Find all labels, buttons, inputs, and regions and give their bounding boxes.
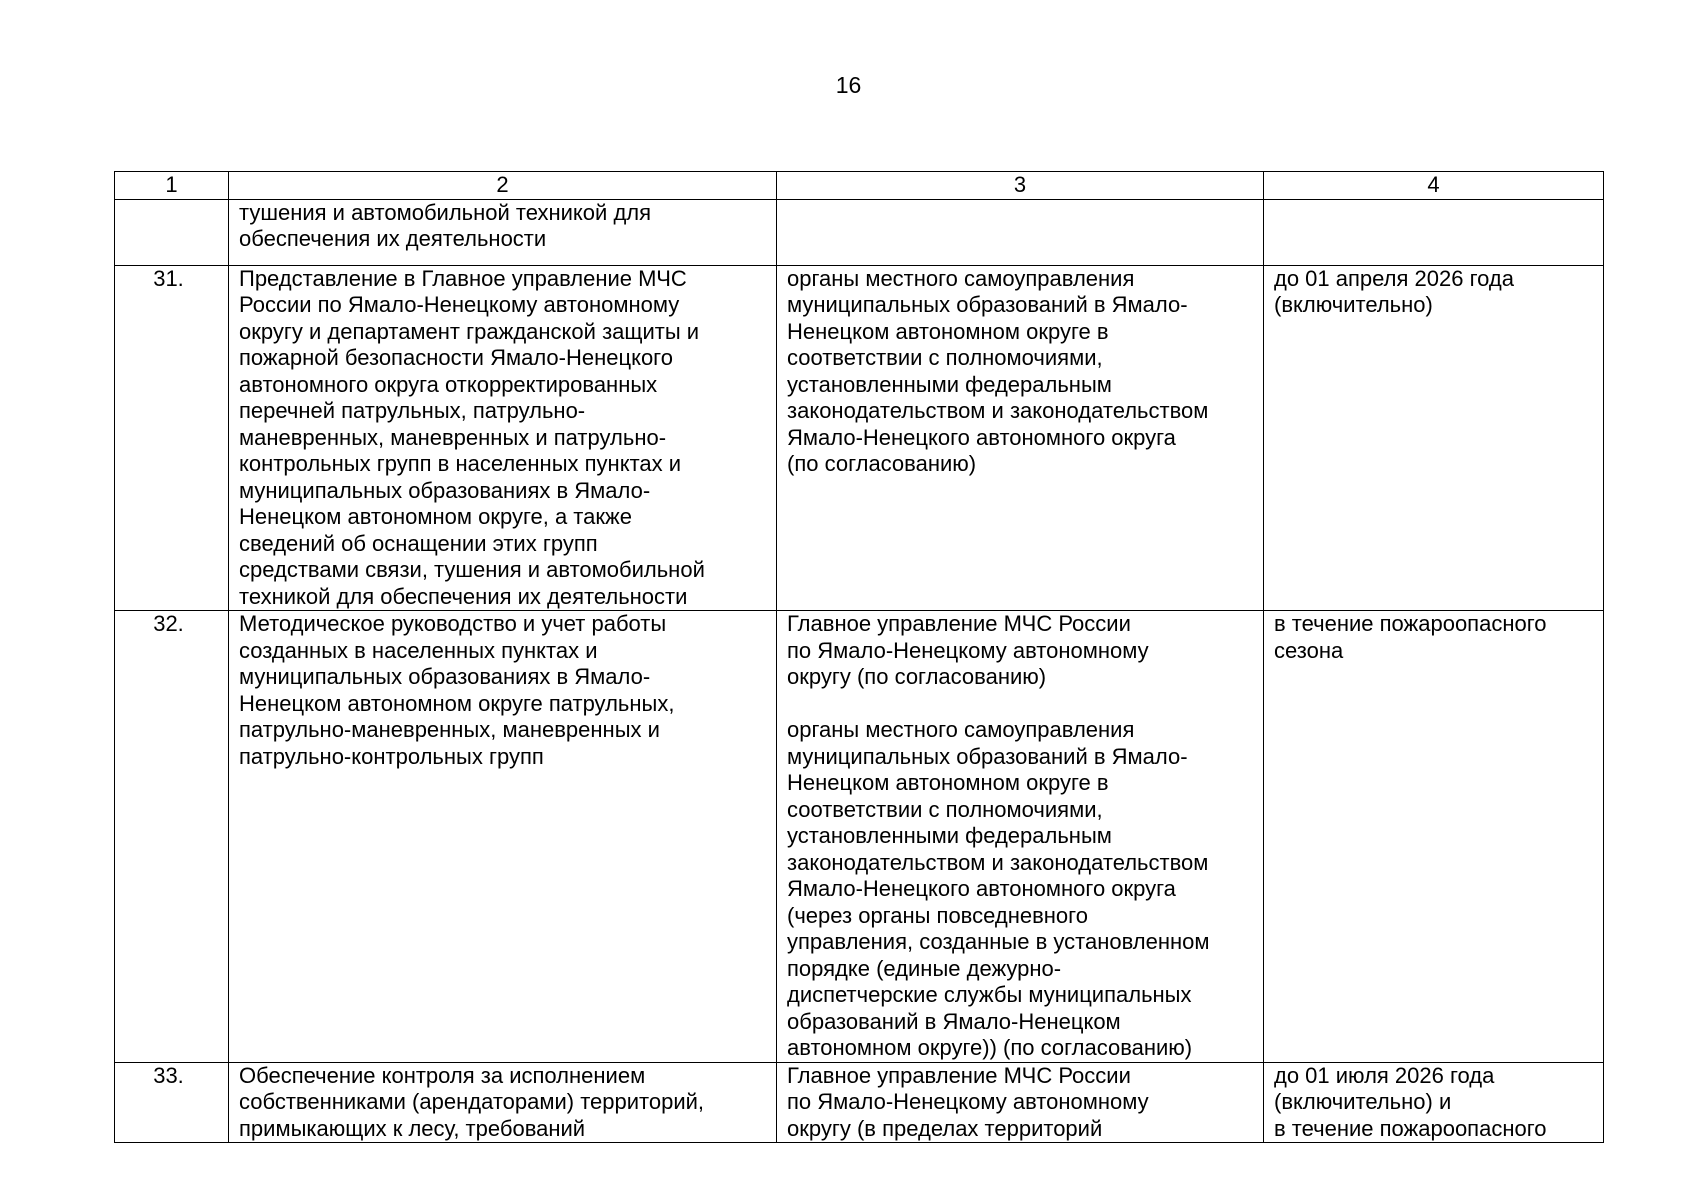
row-number: 31. bbox=[115, 265, 229, 611]
responsible-text: органы местного самоуправления муниципальных образований в Ямало- Ненецком автономном округе в соответствии с полномочиями, установленными федеральным законодательством и законодательством Ямало-Ненецкого автономного округа (через органы повседневного управления, созданные в установленном порядке (единые дежурно- диспетчерские службы муниципальных образований в Ямало-Ненецком автономном округе)) (по согласованию) bbox=[787, 717, 1210, 1060]
measures-table bbox=[114, 171, 1604, 1143]
activity-cell bbox=[229, 1062, 777, 1143]
activity-text: тушения и автомобильной техникой для обеспечения их деятельности bbox=[239, 199, 652, 251]
responsible-text: органы местного самоуправления муниципальных образований в Ямало- Ненецком автономном округе в соответствии с полномочиями, установленными федеральным законодательством и законодательством Ямало-Ненецкого автономного округа (по согласованию) bbox=[787, 265, 1209, 476]
row-number bbox=[115, 199, 229, 265]
activity-cell bbox=[229, 199, 777, 265]
deadline-cell bbox=[1264, 199, 1604, 265]
deadline-text: в течение пожароопасного сезона bbox=[1274, 611, 1547, 663]
table-row-32 bbox=[115, 611, 1604, 1063]
deadline-text: до 01 апреля 2026 года (включительно) bbox=[1274, 265, 1514, 317]
deadline-cell bbox=[1264, 265, 1604, 611]
responsible-cell bbox=[777, 611, 1264, 1063]
row-number: 32. bbox=[115, 611, 229, 1063]
table-header-row bbox=[115, 172, 1604, 200]
responsible-cell bbox=[777, 1062, 1264, 1143]
responsible-cell bbox=[777, 199, 1264, 265]
activity-text: Обеспечение контроля за исполнением собственниками (арендаторами) территорий, примыкающих к лесу, требований bbox=[239, 1062, 705, 1141]
column-header-1: 1 bbox=[115, 172, 229, 200]
deadline-cell bbox=[1264, 611, 1604, 1063]
activity-text: Представление в Главное управление МЧС России по Ямало-Ненецкому автономному округу и департамент гражданской защиты и пожарной безопасности Ямало-Ненецкого автономного округа откорректированных перечней патрульных, патрульно- маневренных, маневренных и патрульно- контрольных групп в населенных пунктах и муниципальных образованиях в Ямало- Ненецком автономном округе, а также сведений об оснащении этих групп средствами связи, тушения и автомобильной техникой для обеспечения их деятельности bbox=[239, 265, 705, 609]
column-header-4: 4 bbox=[1264, 172, 1604, 200]
activity-cell bbox=[229, 611, 777, 1063]
responsible-text: Главное управление МЧС России по Ямало-Ненецкому автономному округу (по согласованию) bbox=[787, 611, 1149, 689]
paragraph-gap bbox=[787, 691, 1254, 718]
table-row-31 bbox=[115, 265, 1604, 611]
responsible-cell bbox=[777, 265, 1264, 611]
activity-cell bbox=[229, 265, 777, 611]
table-row-33 bbox=[115, 1062, 1604, 1143]
deadline-text: до 01 июля 2026 года (включительно) и в течение пожароопасного bbox=[1274, 1062, 1547, 1141]
activity-text: Методическое руководство и учет работы созданных в населенных пунктах и муниципальных образованиях в Ямало- Ненецком автономном округе патрульных, патрульно-маневренных, маневренных и патрульно-контрольных групп bbox=[239, 611, 675, 769]
row-number: 33. bbox=[115, 1062, 229, 1143]
table-row-continuation bbox=[115, 199, 1604, 265]
column-header-2: 2 bbox=[229, 172, 777, 200]
responsible-text: Главное управление МЧС России по Ямало-Ненецкому автономному округу (в пределах территорий bbox=[787, 1062, 1149, 1141]
page-number: 16 bbox=[835, 72, 862, 98]
deadline-cell bbox=[1264, 1062, 1604, 1143]
column-header-3: 3 bbox=[777, 172, 1264, 200]
